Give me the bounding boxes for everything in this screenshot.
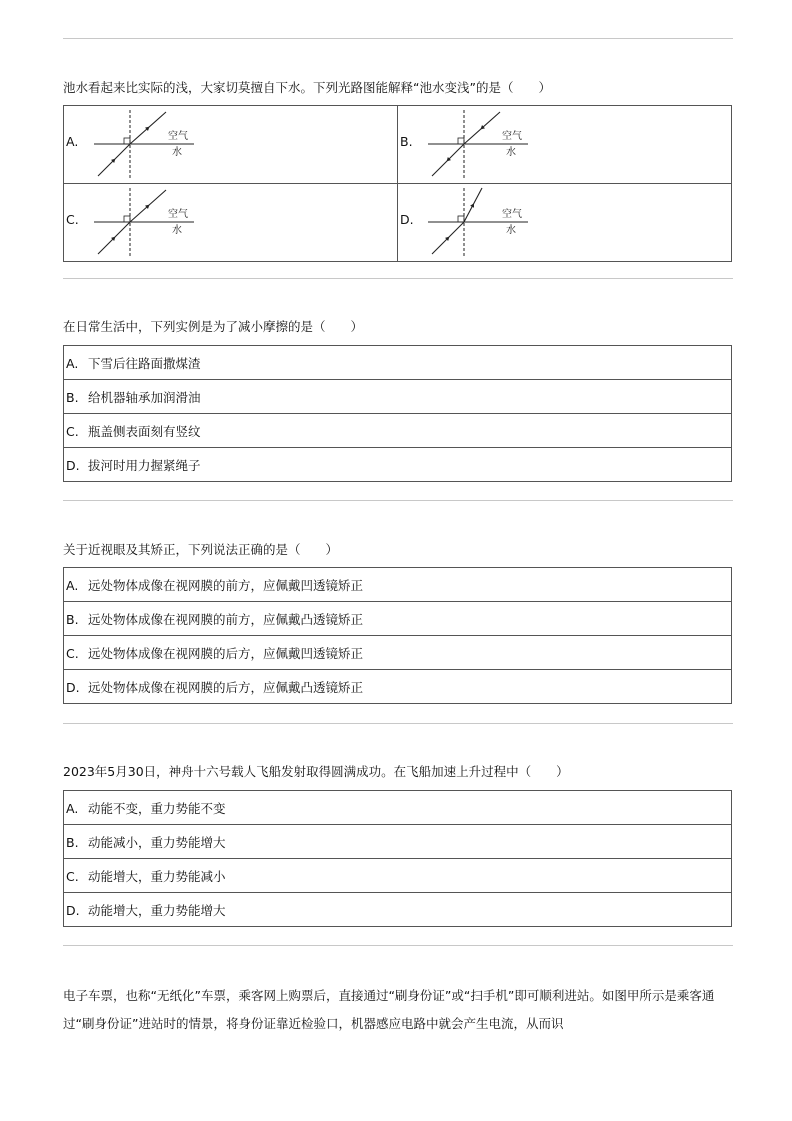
option-text: 给机器轴承加润滑油 (88, 389, 201, 405)
option-letter: B. (66, 389, 79, 405)
option-text: 动能增大，重力势能增大 (88, 902, 226, 918)
option-letter: A. (66, 355, 79, 371)
option-d[interactable] (64, 448, 732, 482)
label-water: 水 (506, 147, 516, 158)
refraction-svg (90, 184, 230, 261)
option-letter: D. (66, 457, 80, 473)
option-b-cell[interactable] (398, 106, 732, 184)
label-air: 空气 (168, 209, 188, 220)
right-angle-mark (124, 138, 130, 144)
separator-q1 (63, 278, 733, 279)
option-text: 远处物体成像在视网膜的后方，应佩戴凸透镜矫正 (88, 679, 364, 695)
option-letter: B. (400, 134, 413, 149)
label-water: 水 (172, 147, 182, 158)
label-water: 水 (172, 225, 182, 236)
option-letter: D. (400, 212, 414, 227)
option-letter: D. (66, 902, 80, 918)
option-letter: C. (66, 212, 79, 227)
label-air: 空气 (502, 209, 522, 220)
question-3-stem: 关于近视眼及其矫正，下列说法正确的是（ ） (63, 542, 339, 557)
option-letter: C. (66, 645, 79, 661)
question-1-options (63, 105, 732, 262)
option-text: 动能增大，重力势能减小 (88, 868, 226, 884)
separator-top (63, 38, 733, 39)
option-b[interactable] (64, 380, 732, 414)
option-a-cell[interactable] (64, 106, 398, 184)
right-angle-mark (458, 138, 464, 144)
refraction-diagram (90, 106, 230, 187)
label-air: 空气 (168, 131, 188, 142)
option-c[interactable] (64, 414, 732, 448)
option-b[interactable] (64, 602, 732, 636)
refraction-diagram (90, 184, 230, 265)
refraction-diagram (424, 184, 564, 265)
separator-q2 (63, 500, 733, 501)
option-text: 远处物体成像在视网膜的后方，应佩戴凹透镜矫正 (88, 645, 364, 661)
question-2-options (63, 345, 732, 482)
option-letter: D. (66, 679, 80, 695)
option-b[interactable] (64, 825, 732, 859)
option-letter: B. (66, 834, 79, 850)
refraction-diagram (424, 106, 564, 187)
question-4-stem: 2023年5月30日，神舟十六号载人飞船发射取得圆满成功。在飞船加速上升过程中（ ） (63, 764, 569, 779)
option-a[interactable] (64, 568, 732, 602)
question-5-stem: 电子车票，也称“无纸化”车票，乘客网上购票后，直接通过“刷身份证”或“扫手机”即可顺利进站。如图甲所示是乘客通过“刷身份证”进站时的情景，将身份证靠近检验口，机器感应电路中就会产生电流，从而识 (63, 988, 715, 1031)
option-c-cell[interactable] (64, 184, 398, 262)
option-text: 远处物体成像在视网膜的前方，应佩戴凹透镜矫正 (88, 577, 364, 593)
option-letter: C. (66, 868, 79, 884)
option-c[interactable] (64, 859, 732, 893)
option-d[interactable] (64, 893, 732, 927)
option-letter: A. (66, 800, 79, 816)
option-text: 动能不变，重力势能不变 (88, 800, 226, 816)
option-text: 动能减小，重力势能增大 (88, 834, 226, 850)
option-text: 远处物体成像在视网膜的前方，应佩戴凸透镜矫正 (88, 611, 364, 627)
label-water: 水 (506, 225, 516, 236)
option-letter: C. (66, 423, 79, 439)
option-a[interactable] (64, 791, 732, 825)
question-2-stem: 在日常生活中，下列实例是为了减小摩擦的是（ ） (63, 319, 364, 334)
right-angle-mark (124, 216, 130, 222)
refraction-svg (424, 106, 564, 183)
question-1-stem: 池水看起来比实际的浅，大家切莫擅自下水。下列光路图能解释“池水变浅”的是（ ） (63, 80, 551, 95)
label-air: 空气 (502, 131, 522, 142)
option-letter: A. (66, 577, 79, 593)
separator-q4 (63, 945, 733, 946)
option-a[interactable] (64, 346, 732, 380)
option-d[interactable] (64, 670, 732, 704)
option-text: 下雪后往路面撒煤渣 (88, 355, 201, 371)
option-text: 瓶盖侧表面刻有竖纹 (88, 423, 201, 439)
question-3-options (63, 567, 732, 704)
option-letter: A. (66, 134, 79, 149)
refraction-svg (424, 184, 564, 261)
right-angle-mark (458, 216, 464, 222)
option-text: 拔河时用力握紧绳子 (88, 457, 201, 473)
question-4-options (63, 790, 732, 927)
separator-q3 (63, 723, 733, 724)
option-d-cell[interactable] (398, 184, 732, 262)
refraction-svg (90, 106, 230, 183)
option-letter: B. (66, 611, 79, 627)
option-c[interactable] (64, 636, 732, 670)
